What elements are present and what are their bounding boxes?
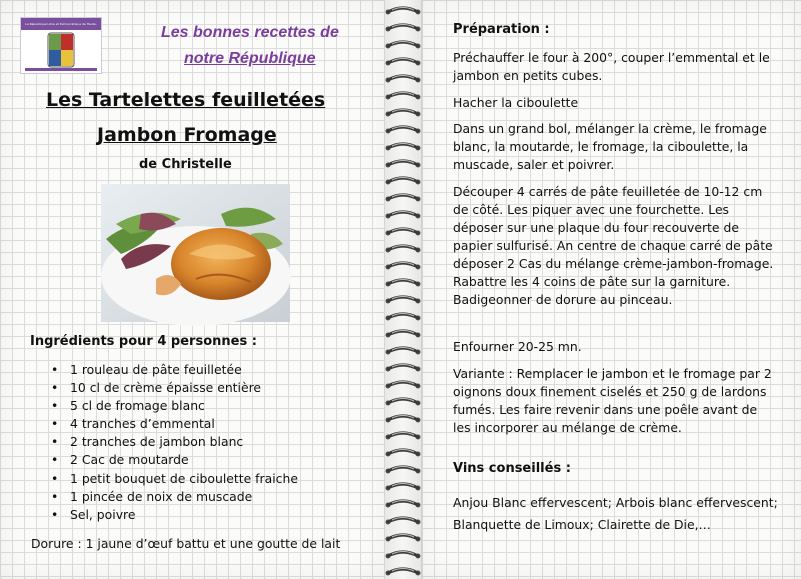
ingredient-item: • 4 tranches d’emmental	[33, 415, 298, 433]
preparation-variant: Variante : Remplacer le jambon et le fromage par 2 oignons doux finement ciselés et 250 g de lardons fumés. Les faire revenir dans une poêle avant de les incorporer au mélange de crème.	[453, 366, 772, 435]
ingredient-item: • 2 Cac de moutarde	[33, 451, 298, 469]
recipe-title-line-2: Jambon Fromage	[97, 124, 277, 146]
spiral-binding	[385, 0, 421, 579]
ingredient-item: • 1 petit bouquet de ciboulette fraiche	[33, 470, 298, 488]
ingredient-item: • 1 pincée de noix de muscade	[33, 488, 298, 506]
preparation-step: Dans un grand bol, mélanger la crème, le fromage blanc, la moutarde, le fromage, la ciboulette, la muscade, saler et poivrer.	[453, 121, 767, 172]
preparation-title: Préparation :	[453, 22, 550, 37]
preparation-step: Hacher la ciboulette	[453, 95, 579, 110]
ingredient-item: • Sel, poivre	[33, 506, 298, 524]
ingredient-item: • 1 rouleau de pâte feuilletée	[33, 361, 298, 379]
logo-band-text: La République Libre et Démocratique de Haute-	[21, 18, 101, 30]
spiral-rings	[385, 0, 421, 579]
ingredient-item: • 10 cl de crème épaisse entière	[33, 379, 298, 397]
header-line-1: Les bonnes recettes de	[161, 24, 339, 41]
wines-text: Anjou Blanc effervescent; Arbois blanc effervescent; Blanquette de Limoux; Clairette de Die,…	[453, 495, 778, 532]
header-line-2: notre République	[184, 50, 316, 67]
tartlet-photo	[101, 184, 290, 322]
dorure-note: Dorure : 1 jaune d’œuf battu et une goutte de lait	[31, 536, 341, 551]
preparation-step: Préchauffer le four à 200°, couper l’emmental et le jambon en petits cubes.	[453, 50, 770, 83]
wines-title: Vins conseillés :	[453, 461, 571, 476]
recipe-author: de Christelle	[139, 157, 232, 172]
preparation-step: Enfourner 20-25 mn.	[453, 339, 582, 354]
ingredient-item: • 5 cl de fromage blanc	[33, 397, 298, 415]
ingredient-item: • 2 tranches de jambon blanc	[33, 433, 298, 451]
preparation-step: Découper 4 carrés de pâte feuilletée de 10-12 cm de côté. Les piquer avec une fourchette. Les déposer sur une plaque du four recouverte de papier sulfurisé. An centre de chaque carré de pâte déposer 2 Cas du mélange crème-jambon-fromage. Rabattre les 4 coins de pâte sur la garniture. Badigeonner de dorure au pinceau.	[453, 184, 774, 307]
ingredients-title: Ingrédients pour 4 personnes :	[30, 334, 257, 349]
republic-logo	[20, 17, 102, 74]
recipe-title-line-1: Les Tartelettes feuilletées	[46, 89, 326, 111]
ingredients-list	[33, 361, 298, 524]
coat-of-arms-icon	[21, 30, 101, 73]
